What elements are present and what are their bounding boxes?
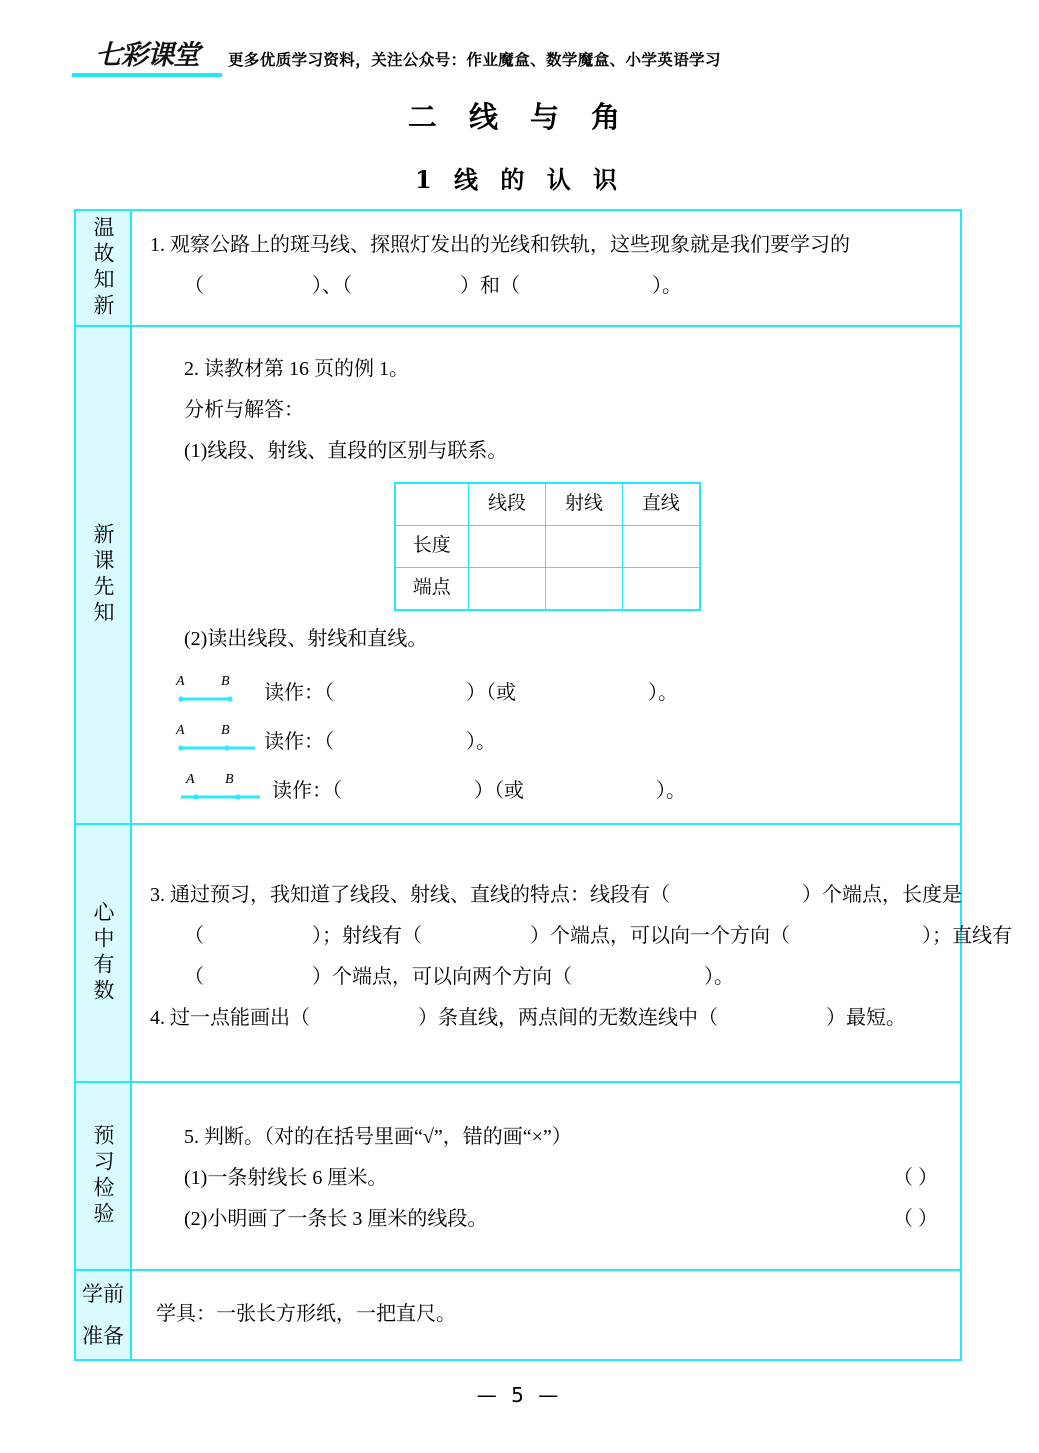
section-body-understanding (132, 825, 1028, 1081)
section-row-understanding (76, 825, 1012, 1083)
page-header (0, 0, 1039, 194)
check-item-1-row (150, 1158, 944, 1199)
promo-banner-text: 更多优质学习资料，关注公众号：作业魔盒、数学魔盒、小学英语学习 (228, 51, 721, 69)
section-label-prep-stack (82, 1273, 124, 1357)
comparison-cell-1-2[interactable] (623, 567, 700, 609)
preview-analysis-heading: 分析与解答： (184, 399, 304, 421)
comparison-table-header-row (395, 483, 700, 525)
ray-end-label: ）。 (466, 730, 496, 753)
review-question-1: 1. 观察公路上的斑马线、探照灯发出的光线和铁轨，这些现象就是我们要学习的 (150, 234, 850, 256)
figure-row-segment (150, 669, 944, 709)
blank-close-1: ）。 (652, 275, 682, 297)
section-row-prep (76, 1271, 960, 1359)
ray-figure (172, 718, 264, 758)
q3-text-2a: （ (184, 924, 204, 947)
ray-figure-svg (172, 718, 264, 758)
comparison-row-header-1: 端点 (395, 567, 469, 609)
review-question-1-blanks (150, 266, 944, 307)
blank-open-1: （ (184, 275, 204, 297)
understanding-question-3-line2 (150, 916, 1012, 957)
comparison-table-row-length (395, 525, 700, 567)
comparison-row-header-0: 长度 (395, 525, 469, 567)
section-body-preview (132, 327, 960, 823)
ray-point-b-label: B (221, 722, 230, 738)
brand-logo-text: 七彩课堂 (95, 40, 199, 71)
segment-figure (172, 669, 264, 709)
q3-text-1: 3. 通过预习，我知道了线段、射线、直线的特点：线段有（ (150, 883, 670, 906)
line-figure-svg (180, 767, 272, 807)
brand-logo (72, 42, 222, 77)
q3-text-2d: ）；直线有 (922, 924, 1012, 947)
comparison-col-header-0: 线段 (469, 483, 546, 525)
q3-text-3b: ）个端点，可以向两个方向（ (312, 965, 572, 988)
section-label-check (76, 1083, 132, 1269)
section-label-prep-line2: 准备 (82, 1323, 124, 1348)
section-label-understanding-text: 心中有数 (91, 900, 116, 1005)
comparison-cell-1-1[interactable] (546, 567, 623, 609)
understanding-question-3-line3 (150, 957, 1012, 998)
figure-row-line (150, 767, 944, 807)
q4-text-c: ）最短。 (826, 1006, 906, 1029)
line-read-line (272, 781, 686, 807)
section-row-review (76, 211, 960, 327)
comparison-cell-0-1[interactable] (546, 525, 623, 567)
preview-question-2: 2. 读教材第 16 页的例 1。 (184, 358, 409, 380)
section-label-understanding (76, 825, 132, 1081)
segment-mid-label: ）（或 (466, 681, 516, 704)
q3-text-2b: ）；射线有（ (312, 924, 422, 947)
lesson-title: 1 线 的 认 识 (414, 165, 625, 194)
segment-read-line (264, 683, 678, 709)
q3-text-3c: ）。 (704, 965, 734, 988)
q4-text-a: 4. 过一点能画出（ (150, 1006, 310, 1029)
blank-sep-1: ）、（ (312, 275, 352, 297)
q3-text-3a: （ (184, 965, 204, 988)
check-item-2-answer[interactable]: （ ） (893, 1207, 938, 1230)
section-body-check (132, 1083, 960, 1269)
comparison-col-header-1: 射线 (546, 483, 623, 525)
understanding-question-4 (150, 998, 1012, 1039)
section-label-check-text: 预习检验 (91, 1123, 116, 1228)
comparison-cell-0-2[interactable] (623, 525, 700, 567)
line-point-a-label: A (186, 771, 195, 787)
section-label-prep-line1: 学前 (82, 1281, 124, 1306)
check-item-2-row (150, 1199, 944, 1240)
comparison-cell-0-0[interactable] (469, 525, 546, 567)
understanding-question-3-line1 (150, 875, 1012, 916)
brand-logo-underline (72, 73, 222, 77)
worksheet-table (74, 209, 1012, 1361)
section-label-prep (76, 1271, 132, 1359)
comparison-table-row-endpoints (395, 567, 700, 609)
section-label-review (76, 211, 132, 325)
comparison-table (394, 482, 701, 611)
q4-text-b: ）条直线，两点间的无数连线中（ (418, 1006, 718, 1029)
section-body-review (132, 211, 960, 325)
check-item-1-text: (1)一条射线长 6 厘米。 (184, 1166, 388, 1189)
comparison-cell-1-0[interactable] (469, 567, 546, 609)
check-item-2-text: (2)小明画了一条长 3 厘米的线段。 (184, 1207, 488, 1230)
q3-text-1b: ）个端点，长度是 (802, 883, 962, 906)
line-figure (180, 767, 272, 807)
preview-item-2: (2)读出线段、射线和直线。 (184, 627, 428, 650)
page-footer (0, 1383, 1039, 1407)
segment-end-label: ）。 (648, 681, 678, 704)
ray-read-label: 读作：（ (264, 730, 334, 753)
segment-figure-svg (172, 669, 264, 709)
check-question-5: 5. 判断。（对的在括号里画“√”，错的画“×”） (184, 1125, 572, 1148)
q3-text-2c: ）个端点，可以向一个方向（ (530, 924, 790, 947)
section-label-review-text: 温故知新 (91, 216, 116, 320)
line-mid-label: ）（或 (474, 779, 524, 802)
section-body-prep (132, 1271, 960, 1359)
section-row-preview (76, 327, 960, 825)
preview-item-1: (1)线段、射线、直段的区别与联系。 (184, 440, 508, 462)
segment-read-label: 读作：（ (264, 681, 334, 704)
segment-point-a-label: A (176, 673, 185, 689)
section-label-preview-text: 新课先知 (91, 522, 116, 627)
line-end-label: ）。 (656, 779, 686, 802)
comparison-col-header-2: 直线 (623, 483, 700, 525)
check-item-1-answer[interactable]: （ ） (893, 1166, 938, 1189)
page-number: — 5 — (476, 1383, 563, 1407)
ray-read-line (264, 732, 496, 758)
comparison-corner-cell (395, 483, 469, 525)
segment-point-b-label: B (221, 673, 230, 689)
section-row-check (76, 1083, 960, 1271)
chapter-title: 二 线 与 角 (407, 100, 632, 134)
comparison-table-wrap (150, 482, 944, 611)
line-read-label: 读作：（ (272, 779, 342, 802)
figure-row-ray (150, 718, 944, 758)
blank-sep-2: ）和（ (460, 275, 520, 297)
ray-point-a-label: A (176, 722, 185, 738)
prep-text: 学具：一张长方形纸，一把直尺。 (156, 1303, 456, 1326)
line-point-b-label: B (225, 771, 234, 787)
section-label-preview (76, 327, 132, 823)
